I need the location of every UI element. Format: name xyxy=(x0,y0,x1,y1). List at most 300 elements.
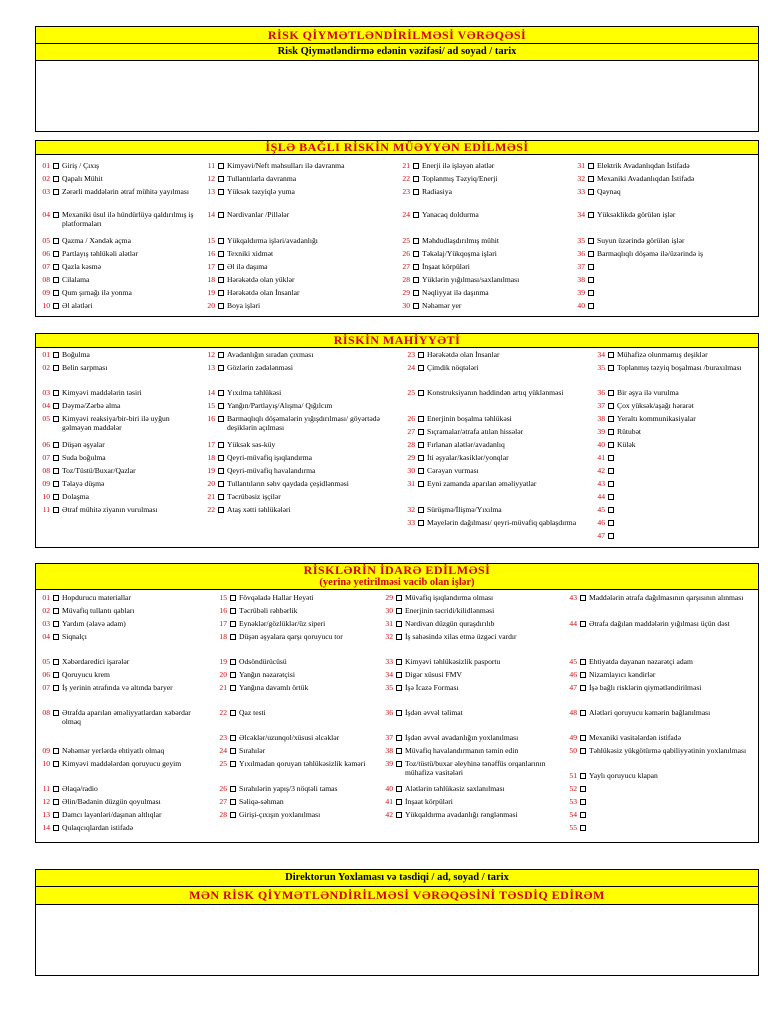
checkbox[interactable] xyxy=(53,825,59,831)
checkbox[interactable] xyxy=(396,685,402,691)
checklist-item[interactable] xyxy=(563,747,756,756)
checkbox[interactable] xyxy=(413,238,419,244)
checklist-item[interactable] xyxy=(401,351,587,360)
checklist-item[interactable] xyxy=(36,811,209,820)
checklist-item[interactable] xyxy=(201,467,397,476)
checkbox[interactable] xyxy=(230,685,236,691)
checkbox[interactable] xyxy=(396,812,402,818)
checkbox[interactable] xyxy=(608,520,614,526)
checklist-item[interactable] xyxy=(571,175,756,184)
checkbox[interactable] xyxy=(608,429,614,435)
checkbox[interactable] xyxy=(418,455,424,461)
item-number: 27 xyxy=(219,797,227,806)
checklist-item[interactable] xyxy=(379,671,559,680)
checklist-item[interactable] xyxy=(201,188,392,197)
checklist-item[interactable] xyxy=(201,276,392,285)
checklist-item[interactable] xyxy=(213,709,375,718)
checklist-item[interactable] xyxy=(213,684,375,693)
checklist-item[interactable] xyxy=(213,734,375,743)
checkbox[interactable] xyxy=(413,212,419,218)
checklist-item[interactable] xyxy=(571,289,756,298)
checkbox[interactable] xyxy=(53,277,59,283)
checklist-item[interactable] xyxy=(36,175,197,184)
checklist-item[interactable] xyxy=(379,684,559,693)
checklist-item[interactable] xyxy=(379,798,559,807)
checkbox[interactable] xyxy=(418,481,424,487)
checklist-item[interactable] xyxy=(201,263,392,272)
checklist-item[interactable] xyxy=(36,250,197,259)
checkbox[interactable] xyxy=(218,176,224,182)
checklist-item[interactable] xyxy=(396,237,567,246)
checklist-item[interactable] xyxy=(591,389,756,398)
checkbox[interactable] xyxy=(396,621,402,627)
item-number: 49 xyxy=(569,733,577,742)
checklist-item[interactable] xyxy=(201,493,397,502)
checkbox[interactable] xyxy=(396,608,402,614)
checkbox[interactable] xyxy=(413,303,419,309)
checkbox[interactable] xyxy=(230,634,236,640)
checklist-item[interactable] xyxy=(36,506,197,515)
item-number: 25 xyxy=(407,388,415,397)
checkbox[interactable] xyxy=(53,494,59,500)
checklist-item[interactable] xyxy=(36,467,197,476)
checklist-item[interactable] xyxy=(213,620,375,629)
checklist-item[interactable] xyxy=(36,162,197,171)
checkbox[interactable] xyxy=(218,403,224,409)
checkbox[interactable] xyxy=(218,481,224,487)
checklist-item[interactable] xyxy=(36,798,209,807)
checkbox[interactable] xyxy=(230,595,236,601)
checklist-item[interactable] xyxy=(201,454,397,463)
checklist-item[interactable] xyxy=(36,402,197,411)
checkbox[interactable] xyxy=(230,748,236,754)
item-label: Partlayış təhlükəli alətlər xyxy=(62,249,138,258)
checklist-item[interactable] xyxy=(563,811,756,820)
checklist-item[interactable] xyxy=(563,684,756,693)
checklist-item[interactable] xyxy=(213,785,375,794)
checklist-item[interactable] xyxy=(36,709,209,726)
item-label: Toz/Tüstü/Buxar/Qazlar xyxy=(62,466,136,475)
checkbox[interactable] xyxy=(53,786,59,792)
checkbox[interactable] xyxy=(396,659,402,665)
checkbox[interactable] xyxy=(53,176,59,182)
checkbox[interactable] xyxy=(218,163,224,169)
checkbox[interactable] xyxy=(396,634,402,640)
checklist-item[interactable] xyxy=(379,633,559,642)
checkbox[interactable] xyxy=(608,455,614,461)
checkbox[interactable] xyxy=(218,277,224,283)
checkbox[interactable] xyxy=(53,507,59,513)
checkbox[interactable] xyxy=(580,786,586,792)
checklist-item[interactable] xyxy=(379,658,559,667)
checkbox[interactable] xyxy=(218,442,224,448)
checklist-item[interactable] xyxy=(401,454,587,463)
item-number: 39 xyxy=(385,759,393,768)
checklist-item[interactable] xyxy=(36,785,209,794)
checkbox[interactable] xyxy=(53,238,59,244)
checklist-item[interactable] xyxy=(213,671,375,680)
checklist-item[interactable] xyxy=(201,480,397,489)
checklist-item[interactable] xyxy=(36,364,197,373)
checkbox[interactable] xyxy=(53,163,59,169)
checkbox[interactable] xyxy=(53,290,59,296)
checkbox[interactable] xyxy=(608,442,614,448)
checklist-item[interactable] xyxy=(563,594,756,603)
checklist-item[interactable] xyxy=(36,747,209,756)
item-label: Nəhəmər yer xyxy=(422,301,462,310)
checkbox[interactable] xyxy=(580,812,586,818)
checklist-item[interactable] xyxy=(379,620,559,629)
checklist-item[interactable] xyxy=(201,389,397,398)
checkbox[interactable] xyxy=(588,251,594,257)
checkbox[interactable] xyxy=(230,735,236,741)
checklist-item[interactable] xyxy=(36,480,197,489)
checklist-item[interactable] xyxy=(213,760,375,769)
checkbox[interactable] xyxy=(218,507,224,513)
checkbox[interactable] xyxy=(608,494,614,500)
checklist-item[interactable] xyxy=(201,237,392,246)
checklist-item[interactable] xyxy=(379,811,559,820)
checkbox[interactable] xyxy=(418,429,424,435)
checkbox[interactable] xyxy=(53,799,59,805)
checklist-item[interactable] xyxy=(379,760,559,777)
checkbox[interactable] xyxy=(588,176,594,182)
checkbox[interactable] xyxy=(396,786,402,792)
checkbox[interactable] xyxy=(396,748,402,754)
checkbox[interactable] xyxy=(53,468,59,474)
checklist-item[interactable] xyxy=(36,389,197,398)
checklist-item[interactable] xyxy=(201,506,397,515)
checkbox[interactable] xyxy=(396,672,402,678)
checklist-item[interactable] xyxy=(36,594,209,603)
checklist-item[interactable] xyxy=(571,188,756,197)
checkbox[interactable] xyxy=(230,672,236,678)
checkbox[interactable] xyxy=(218,365,224,371)
checklist-item[interactable] xyxy=(591,480,756,489)
checklist-item[interactable] xyxy=(379,747,559,756)
checklist-item[interactable] xyxy=(401,389,587,398)
checkbox[interactable] xyxy=(53,621,59,627)
checkbox[interactable] xyxy=(608,352,614,358)
checkbox[interactable] xyxy=(230,608,236,614)
checklist-item[interactable] xyxy=(201,441,397,450)
checklist-item[interactable] xyxy=(571,162,756,171)
checkbox[interactable] xyxy=(53,481,59,487)
checkbox[interactable] xyxy=(608,533,614,539)
checklist-item[interactable] xyxy=(396,302,567,311)
checkbox[interactable] xyxy=(418,507,424,513)
checklist-item[interactable] xyxy=(396,276,567,285)
checklist-item[interactable] xyxy=(36,302,197,311)
checkbox[interactable] xyxy=(418,416,424,422)
checkbox[interactable] xyxy=(53,403,59,409)
checklist-item[interactable] xyxy=(396,162,567,171)
checkbox[interactable] xyxy=(230,786,236,792)
checklist-item[interactable] xyxy=(36,493,197,502)
checklist-item[interactable] xyxy=(201,211,392,220)
checklist-item[interactable] xyxy=(401,480,587,489)
checklist-item[interactable] xyxy=(591,364,756,373)
checkbox[interactable] xyxy=(580,748,586,754)
checklist-item[interactable] xyxy=(36,684,209,693)
checklist-item[interactable] xyxy=(36,276,197,285)
checklist-item[interactable] xyxy=(213,747,375,756)
checklist-item[interactable] xyxy=(591,506,756,515)
checklist-item[interactable] xyxy=(36,633,209,642)
checklist-item[interactable] xyxy=(379,734,559,743)
checklist-item[interactable] xyxy=(571,237,756,246)
checklist-item[interactable] xyxy=(379,607,559,616)
checkbox[interactable] xyxy=(53,595,59,601)
checkbox[interactable] xyxy=(230,621,236,627)
checkbox[interactable] xyxy=(580,735,586,741)
checklist-item[interactable] xyxy=(36,263,197,272)
checkbox[interactable] xyxy=(418,520,424,526)
checkbox[interactable] xyxy=(53,442,59,448)
checklist-item[interactable] xyxy=(396,211,567,220)
item-number: 14 xyxy=(42,823,50,832)
checklist-item[interactable] xyxy=(591,519,756,528)
checklist-item[interactable] xyxy=(36,211,197,228)
checklist-item[interactable] xyxy=(379,594,559,603)
checklist-item[interactable] xyxy=(591,493,756,502)
checkbox[interactable] xyxy=(588,238,594,244)
checkbox[interactable] xyxy=(580,672,586,678)
checklist-item[interactable] xyxy=(591,351,756,360)
checklist-item[interactable] xyxy=(401,467,587,476)
checklist-item[interactable] xyxy=(201,415,397,432)
checklist-item[interactable] xyxy=(36,289,197,298)
checklist-item[interactable] xyxy=(396,263,567,272)
checkbox[interactable] xyxy=(608,365,614,371)
checkbox[interactable] xyxy=(396,595,402,601)
checkbox[interactable] xyxy=(396,735,402,741)
checkbox[interactable] xyxy=(218,303,224,309)
checkbox[interactable] xyxy=(396,761,402,767)
checkbox[interactable] xyxy=(53,365,59,371)
checkbox[interactable] xyxy=(418,390,424,396)
checkbox[interactable] xyxy=(413,277,419,283)
checkbox[interactable] xyxy=(413,189,419,195)
checklist-item[interactable] xyxy=(563,734,756,743)
director-field[interactable] xyxy=(36,905,758,975)
checkbox[interactable] xyxy=(53,685,59,691)
checkbox[interactable] xyxy=(608,390,614,396)
checkbox[interactable] xyxy=(230,761,236,767)
checkbox[interactable] xyxy=(580,621,586,627)
checkbox[interactable] xyxy=(230,659,236,665)
checkbox[interactable] xyxy=(53,812,59,818)
checklist-item[interactable] xyxy=(401,428,587,437)
checkbox[interactable] xyxy=(580,825,586,831)
checklist-item[interactable] xyxy=(591,532,756,541)
checklist-item[interactable] xyxy=(36,351,197,360)
checklist-item[interactable] xyxy=(379,785,559,794)
checklist-item[interactable] xyxy=(571,302,756,311)
checkbox[interactable] xyxy=(218,468,224,474)
checkbox[interactable] xyxy=(218,352,224,358)
checkbox[interactable] xyxy=(413,264,419,270)
checkbox[interactable] xyxy=(53,189,59,195)
checklist-item[interactable] xyxy=(591,428,756,437)
checkbox[interactable] xyxy=(53,390,59,396)
checklist-item[interactable] xyxy=(201,250,392,259)
checkbox[interactable] xyxy=(588,163,594,169)
checkbox[interactable] xyxy=(218,455,224,461)
checklist-item[interactable] xyxy=(401,441,587,450)
checkbox[interactable] xyxy=(53,455,59,461)
checklist-item[interactable] xyxy=(401,519,587,528)
checkbox[interactable] xyxy=(608,481,614,487)
checklist-item[interactable] xyxy=(396,250,567,259)
item-label: Fövqəladə Hallar Heyəti xyxy=(239,593,314,602)
checkbox[interactable] xyxy=(418,442,424,448)
checklist-item[interactable] xyxy=(563,785,756,794)
checkbox[interactable] xyxy=(53,416,59,422)
checklist-item[interactable] xyxy=(36,441,197,450)
checkbox[interactable] xyxy=(588,212,594,218)
checkbox[interactable] xyxy=(218,416,224,422)
checkbox[interactable] xyxy=(608,468,614,474)
checklist-item[interactable] xyxy=(201,175,392,184)
checklist-item[interactable] xyxy=(213,658,375,667)
checkbox[interactable] xyxy=(396,710,402,716)
checklist-item[interactable] xyxy=(563,658,756,667)
checkbox[interactable] xyxy=(218,238,224,244)
checkbox[interactable] xyxy=(218,251,224,257)
checklist-item[interactable] xyxy=(201,162,392,171)
checkbox[interactable] xyxy=(418,352,424,358)
checklist-item[interactable] xyxy=(401,415,587,424)
checklist-item[interactable] xyxy=(201,289,392,298)
assessor-field[interactable] xyxy=(36,61,758,131)
checklist-item[interactable] xyxy=(379,709,559,718)
checklist-item[interactable] xyxy=(563,709,756,718)
checkbox[interactable] xyxy=(53,748,59,754)
checkbox[interactable] xyxy=(53,634,59,640)
checkbox[interactable] xyxy=(396,799,402,805)
checklist-item[interactable] xyxy=(591,441,756,450)
checklist-item[interactable] xyxy=(201,302,392,311)
item-label: Yükqaldırma avadanlığı rənglənməsi xyxy=(405,810,518,819)
checklist-item[interactable] xyxy=(201,351,397,360)
checkbox[interactable] xyxy=(218,189,224,195)
item-number: 09 xyxy=(42,746,50,755)
item-number: 39 xyxy=(597,427,605,436)
checklist-item[interactable] xyxy=(36,824,209,833)
checklist-item[interactable] xyxy=(36,454,197,463)
checklist-item[interactable] xyxy=(213,594,375,603)
checklist-item[interactable] xyxy=(591,402,756,411)
checkbox[interactable] xyxy=(53,352,59,358)
item-label: Zərərli maddələrin ətraf mühitə yayılması xyxy=(62,187,189,196)
checkbox[interactable] xyxy=(230,710,236,716)
checkbox[interactable] xyxy=(218,264,224,270)
checkbox[interactable] xyxy=(413,176,419,182)
checkbox[interactable] xyxy=(218,494,224,500)
checkbox[interactable] xyxy=(580,773,586,779)
checkbox[interactable] xyxy=(580,659,586,665)
checklist-item[interactable] xyxy=(563,798,756,807)
checkbox[interactable] xyxy=(53,608,59,614)
checkbox[interactable] xyxy=(413,251,419,257)
checklist-item[interactable] xyxy=(571,263,756,272)
checklist-item[interactable] xyxy=(201,364,397,373)
checklist-item[interactable] xyxy=(201,402,397,411)
checkbox[interactable] xyxy=(53,761,59,767)
checklist-item[interactable] xyxy=(396,175,567,184)
checklist-item[interactable] xyxy=(563,824,756,833)
checkbox[interactable] xyxy=(53,710,59,716)
checklist-item[interactable] xyxy=(401,506,587,515)
checkbox[interactable] xyxy=(53,303,59,309)
checklist-item[interactable] xyxy=(213,798,375,807)
checkbox[interactable] xyxy=(580,799,586,805)
checkbox[interactable] xyxy=(418,365,424,371)
checklist-item[interactable] xyxy=(571,250,756,259)
checkbox[interactable] xyxy=(218,390,224,396)
checklist-item[interactable] xyxy=(36,760,209,769)
checkbox[interactable] xyxy=(53,264,59,270)
checkbox[interactable] xyxy=(588,189,594,195)
checklist-item[interactable] xyxy=(563,772,756,781)
checkbox[interactable] xyxy=(53,672,59,678)
checkbox[interactable] xyxy=(53,659,59,665)
checklist-item[interactable] xyxy=(591,454,756,463)
checkbox[interactable] xyxy=(580,685,586,691)
checklist-item[interactable] xyxy=(563,620,756,629)
checkbox[interactable] xyxy=(53,251,59,257)
checklist-item[interactable] xyxy=(571,211,756,220)
checkbox[interactable] xyxy=(580,595,586,601)
checkbox[interactable] xyxy=(230,799,236,805)
checkbox[interactable] xyxy=(588,290,594,296)
checklist-item[interactable] xyxy=(36,415,197,432)
checklist-item[interactable] xyxy=(396,289,567,298)
checkbox[interactable] xyxy=(608,507,614,513)
checklist-item[interactable] xyxy=(36,607,209,616)
checklist-item[interactable] xyxy=(213,607,375,616)
checklist-item[interactable] xyxy=(213,633,375,642)
checklist-item[interactable] xyxy=(571,276,756,285)
checkbox[interactable] xyxy=(418,468,424,474)
checklist-item[interactable] xyxy=(36,188,197,197)
checklist-item[interactable] xyxy=(396,188,567,197)
checkbox[interactable] xyxy=(608,403,614,409)
checkbox[interactable] xyxy=(218,212,224,218)
checkbox[interactable] xyxy=(588,303,594,309)
checkbox[interactable] xyxy=(608,416,614,422)
checkbox[interactable] xyxy=(413,163,419,169)
checklist-item[interactable] xyxy=(36,237,197,246)
checkbox[interactable] xyxy=(230,812,236,818)
checklist-item[interactable] xyxy=(401,364,587,373)
checkbox[interactable] xyxy=(580,710,586,716)
checkbox[interactable] xyxy=(53,212,59,218)
checklist-item[interactable] xyxy=(36,658,209,667)
checklist-item[interactable] xyxy=(213,811,375,820)
checklist-item[interactable] xyxy=(36,671,209,680)
checkbox[interactable] xyxy=(588,264,594,270)
checkbox[interactable] xyxy=(218,290,224,296)
item-label: Mühafizə olunmamış deşiklər xyxy=(617,350,708,359)
checklist-item[interactable] xyxy=(36,620,209,629)
checklist-item[interactable] xyxy=(591,415,756,424)
checklist-item[interactable] xyxy=(563,671,756,680)
checklist-item[interactable] xyxy=(591,467,756,476)
checkbox[interactable] xyxy=(588,277,594,283)
checkbox[interactable] xyxy=(413,290,419,296)
